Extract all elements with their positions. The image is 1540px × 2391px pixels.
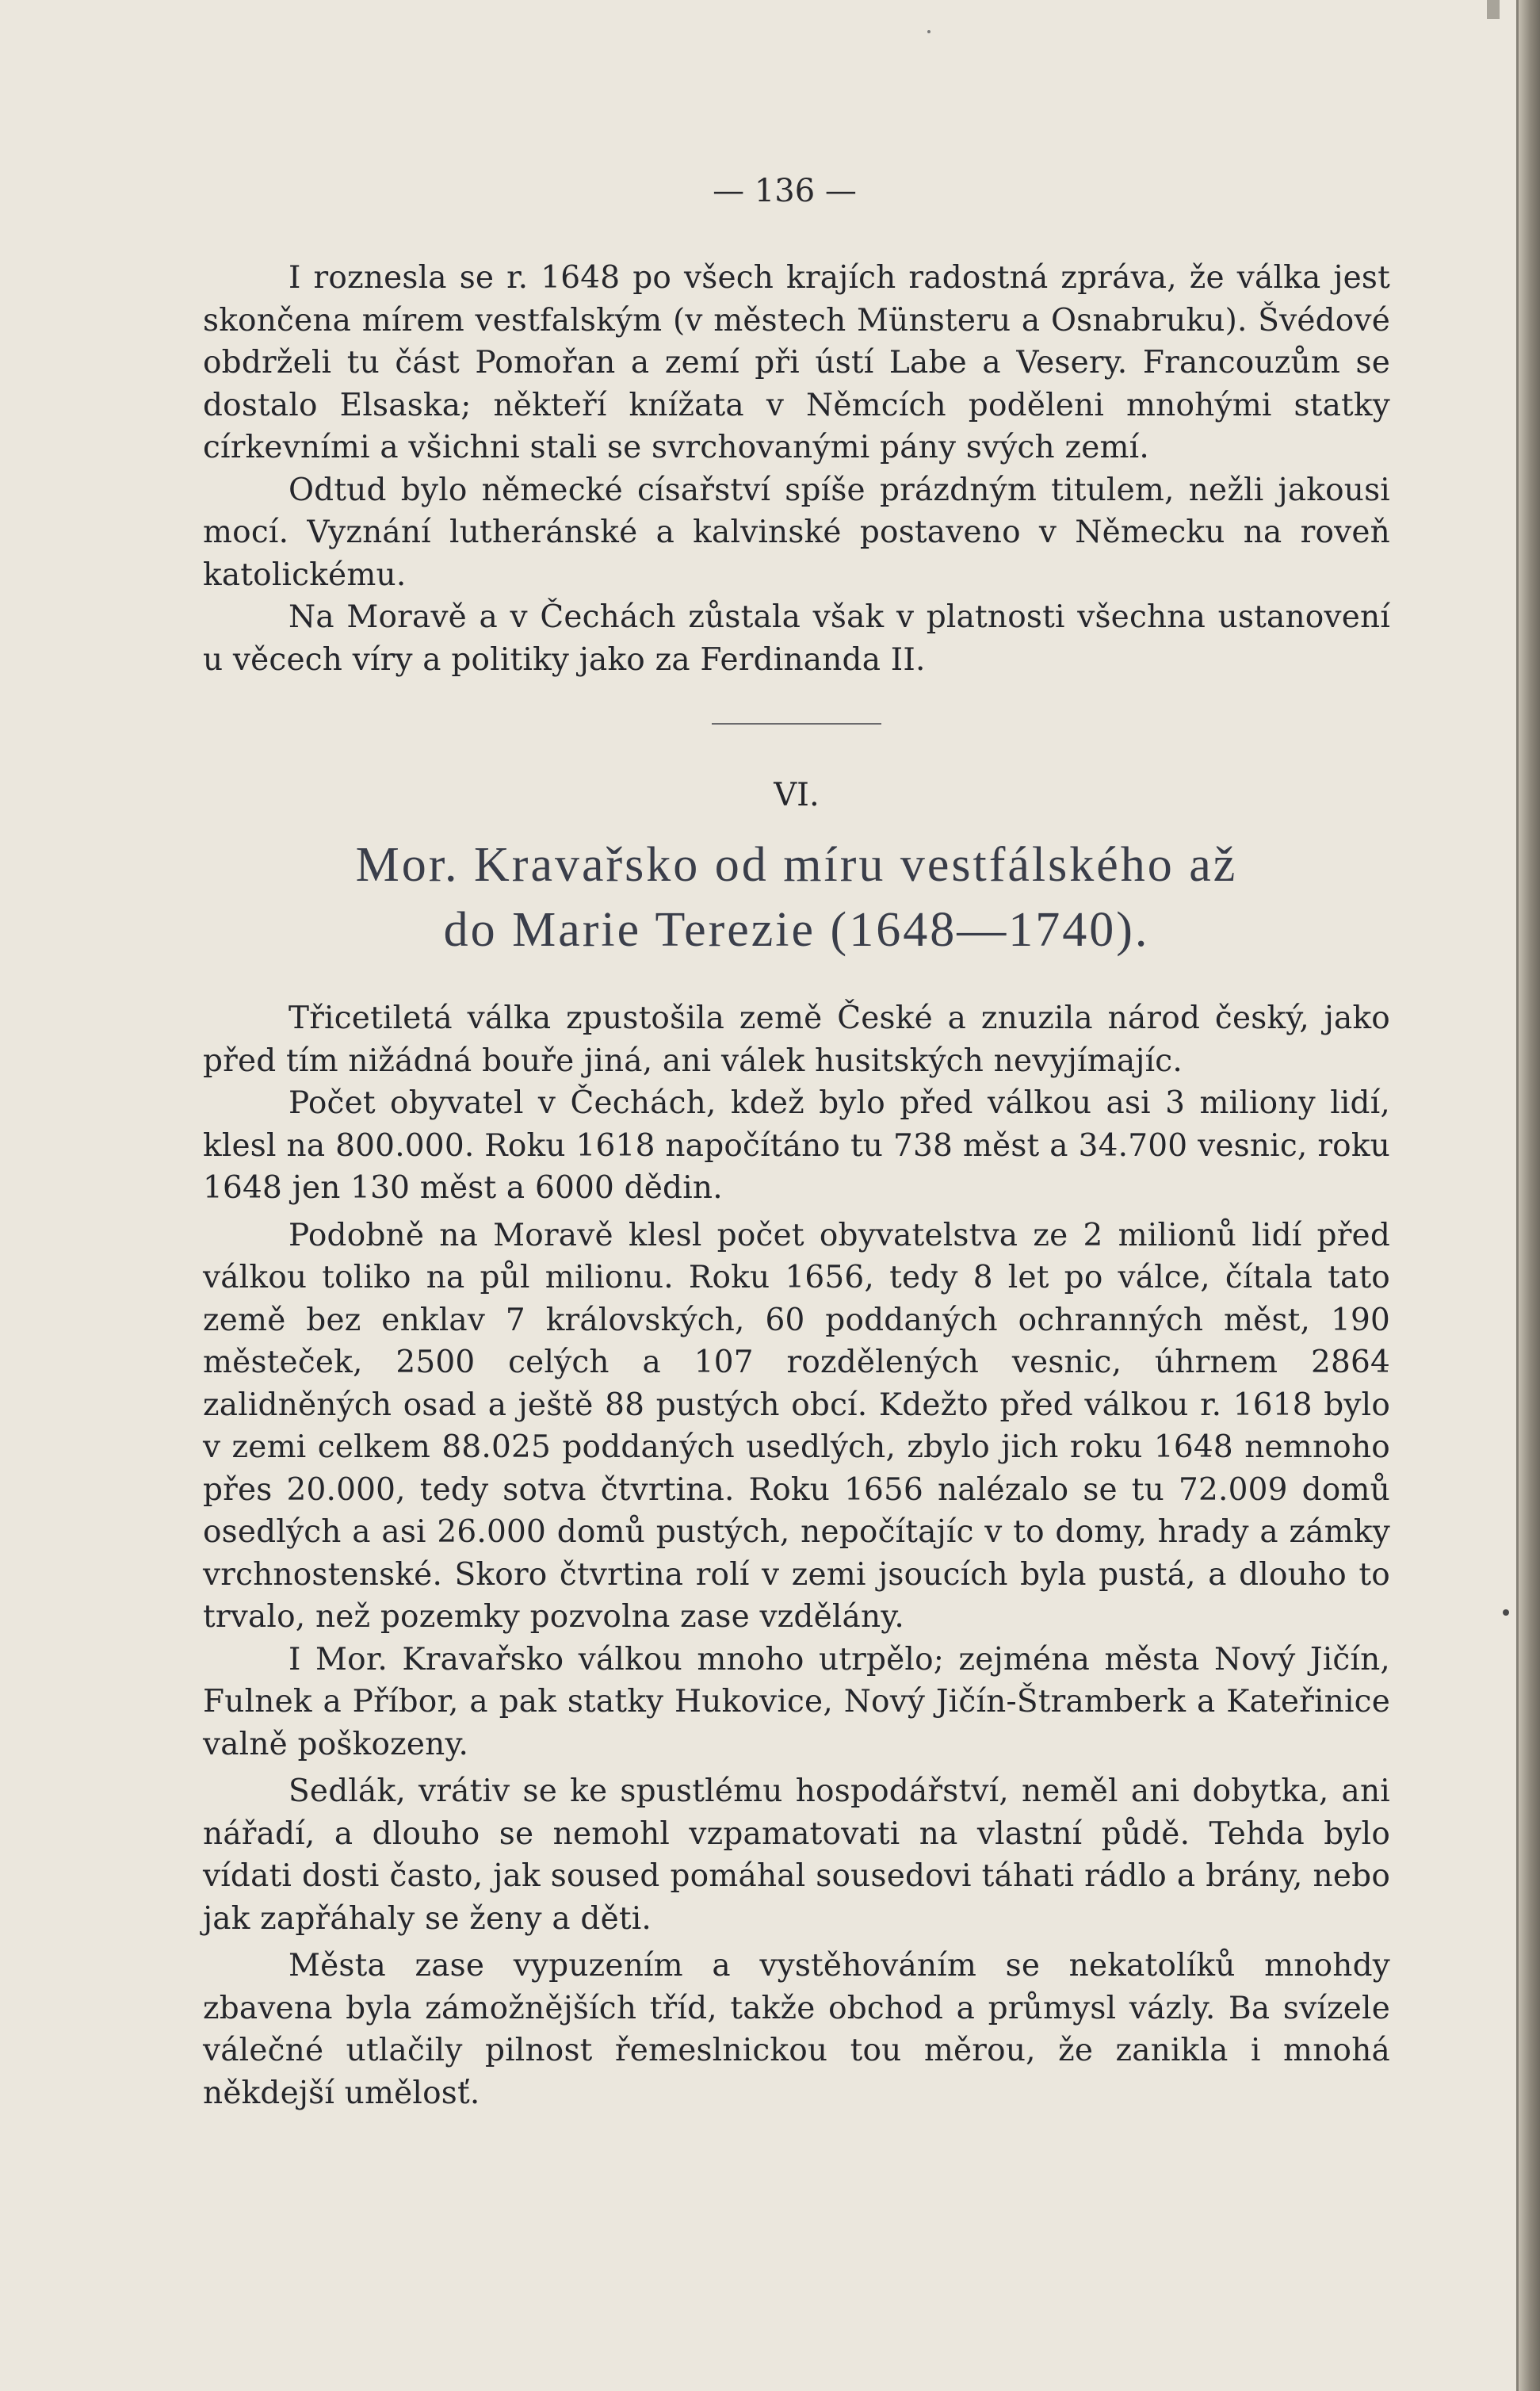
body-paragraph-3: Podobně na Moravě klesl počet obyvatelstva ze 2 milionů lidí před válkou toliko na půl milionu. Roku 1656, tedy 8 let po válce, čítala tato země bez enklav 7 královských, 60 poddaných ochranných měst, 190 městeček, 2500 celých a 107 rozdělených vesnic, úhrnem 2864 zalidněných osad a ještě 88 pustých obcí. Kdežto před válkou r. 1618 bylo v zemi celkem 88.025 poddaných usedlých, zbylo jich roku 1648 nemnoho přes 20.000, tedy sotva čtvrtina. Roku 1656 nalézalo se tu 72.009 domů osedlých a asi 26.000 domů pustých, nepočítajíc v to domy, hrady a zámky vrchnostenské. Skoro čtvrtina rolí v zemi jsoucích byla pustá, a dlouho to trvalo, než pozemky pozvolna zase vzdělány. xyxy=(203,1217,1390,1635)
body-paragraph-4: I Mor. Kravařsko válkou mnoho utrpělo; zejména města Nový Jičín, Fulnek a Příbor, a pak statky Hukovice, Nový Jičín-Štramberk a Kateřinice valně poškozeny. xyxy=(203,1641,1390,1762)
body-paragraph-2: Počet obyvatel v Čechách, kdež bylo před válkou asi 3 miliony lidí, klesl na 800.000. Roku 1618 napočítáno tu 738 měst a 34.700 vesnic, roku 1648 jen 130 měst a 6000 dědin. xyxy=(203,1085,1390,1206)
margin-dot xyxy=(1503,1609,1509,1616)
chapter-number: VI. xyxy=(774,777,820,813)
intro-section xyxy=(203,257,1390,681)
body-paragraph-5: Sedlák, vrátiv se ke spustlému hospodářství, neměl ani dobytka, ani nářadí, a dlouho se nemohl vzpamatovati na vlastní půdě. Tehda bylo vídati dosti často, jak soused pomáhal sousedovi táhati rádlo a brány, nebo jak zapřáhaly se ženy a děti. xyxy=(203,1773,1390,1937)
intro-paragraph-2: Odtud bylo německé císařství spíše prázdným titulem, nežli jakousi mocí. Vyznání lutheránské a kalvinské postaveno v Německu na roveň katolickému. xyxy=(203,472,1390,593)
page-number: — 136 — xyxy=(713,173,857,209)
chapter-title xyxy=(203,832,1390,962)
intro-paragraph-3: Na Moravě a v Čechách zůstala však v platnosti všechna ustanovení u věcech víry a politiky jako za Ferdinanda II. xyxy=(203,599,1390,678)
section-divider xyxy=(712,723,881,725)
intro-paragraph-1: I roznesla se r. 1648 po všech krajích radostná zpráva, že válka jest skončena mírem vestfalským (v městech Münsteru a Osnabruku). Švédové obdrželi tu část Pomořan a zemí při ústí Labe a Vesery. Francouzům se dostalo Elsaska; někteří knížata v Němcích poděleni mnohými statky církevními a všichni stali se svrchovanými pány svých zemí. xyxy=(203,260,1390,465)
scan-artifact xyxy=(1487,0,1500,19)
chapter-body xyxy=(203,997,1390,2114)
chapter-title-line-2: do Marie Terezie (1648—1740). xyxy=(443,903,1150,957)
chapter-title-line-1: Mor. Kravařsko od míru vestfálského až xyxy=(355,838,1238,892)
body-paragraph-1: Třicetiletá válka zpustošila země České a znuzila národ český, jako před tím nižádná bouře jiná, ani válek husitských nevyjímajíc. xyxy=(203,1000,1390,1079)
body-paragraph-6: Města zase vypuzením a vystěhováním se nekatolíků mnohdy zbavena byla zámožnějších tříd, takže obchod a průmysl vázly. Ba svízele válečné utlačily pilnost řemeslnickou tou měrou, že zanikla i mnohá někdejší umělosť. xyxy=(203,1948,1390,2111)
print-speck xyxy=(927,30,930,33)
book-spine-edge xyxy=(1516,0,1540,2391)
